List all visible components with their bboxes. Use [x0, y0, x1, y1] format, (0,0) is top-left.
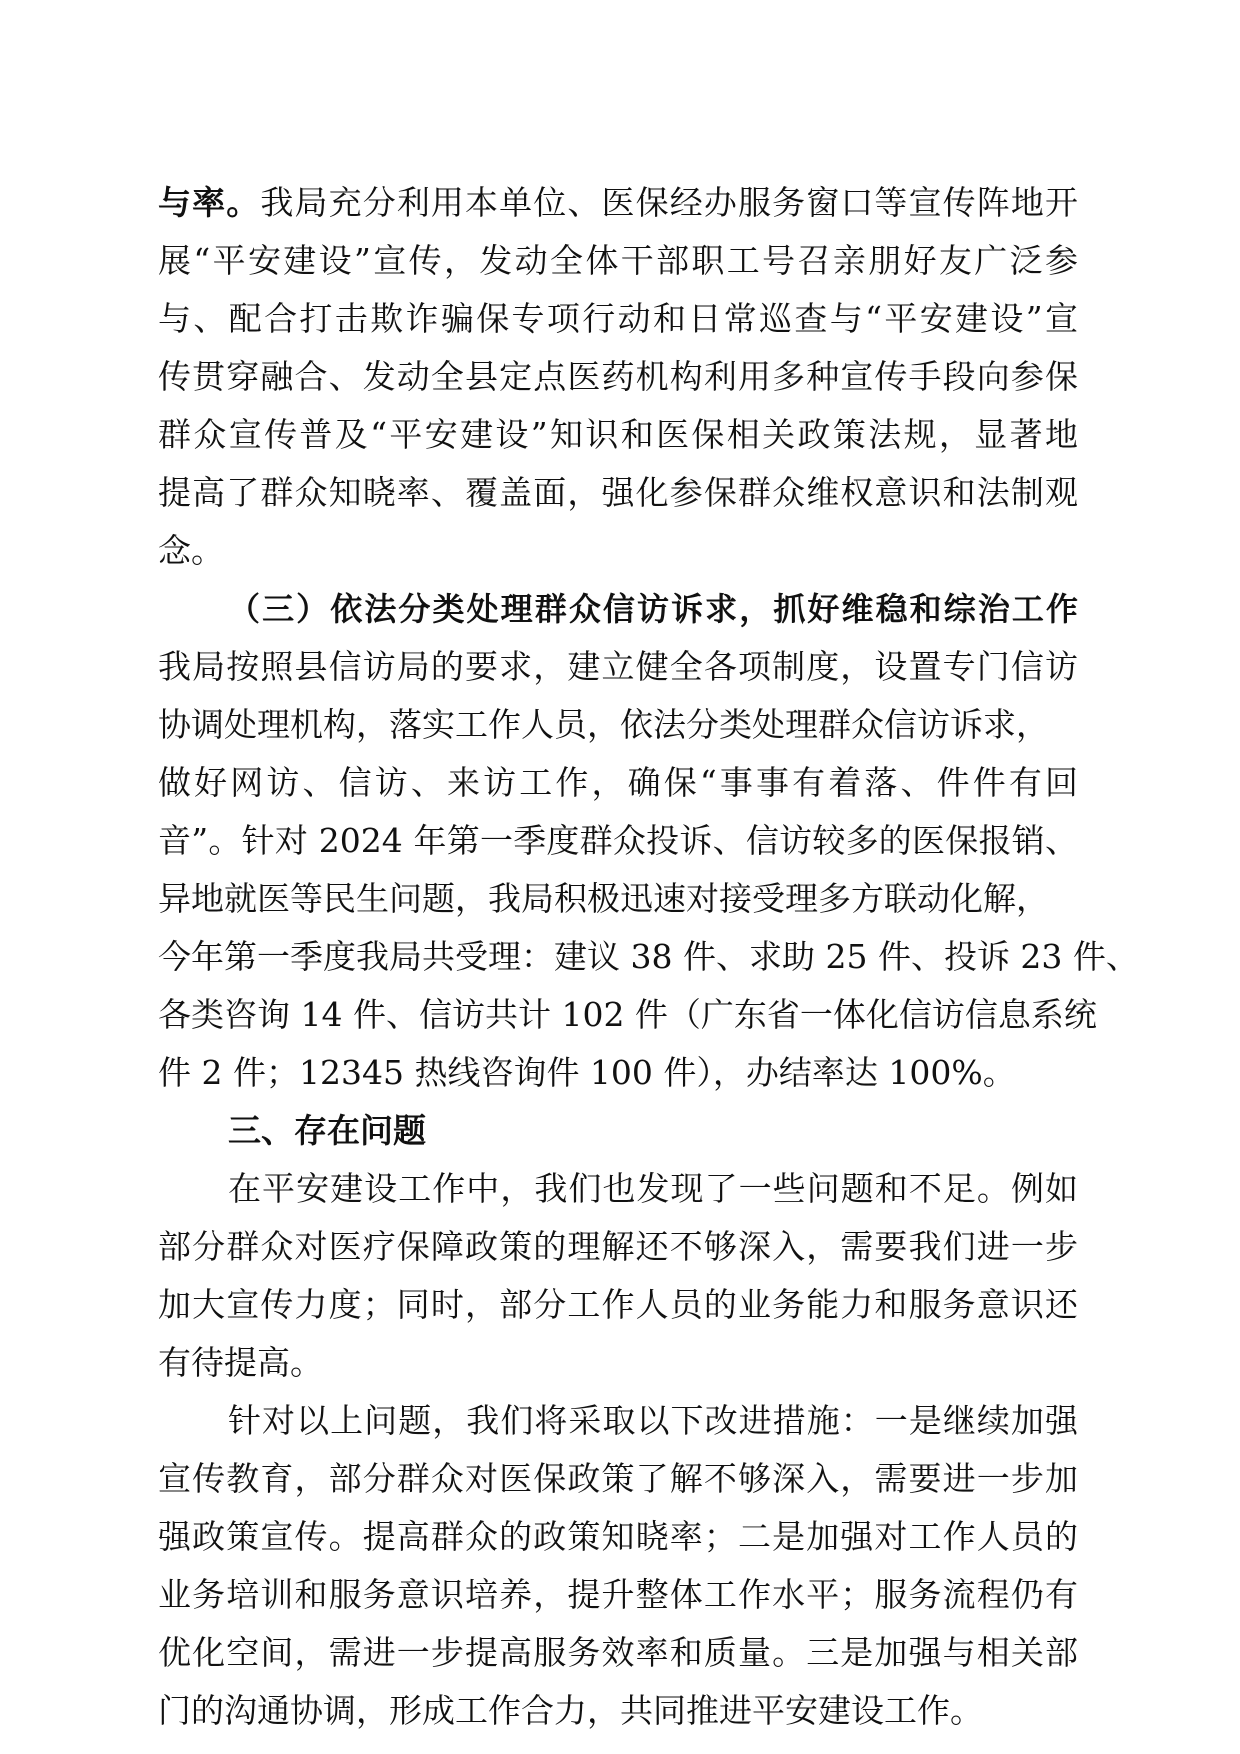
paragraph-line: 念。: [158, 531, 224, 570]
paragraph-line: 有待提高。: [158, 1343, 323, 1382]
paragraph-line: 今年第一季度我局共受理：建议 38 件、求助 25 件、投诉 23 件、: [158, 937, 1139, 976]
paragraph-line: 传贯穿融合、发动全县定点医药机构利用多种宣传手段向参保: [158, 357, 1078, 396]
paragraph-line: 各类咨询 14 件、信访共计 102 件（广东省一体化信访信息系统: [158, 995, 1097, 1034]
paragraph-line: 针对以上问题，我们将采取以下改进措施：一是继续加强: [228, 1401, 1078, 1440]
paragraph-line: 音”。针对 2024 年第一季度群众投诉、信访较多的医保报销、: [158, 821, 1078, 860]
paragraph-line: 件 2 件；12345 热线咨询件 100 件），办结率达 100%。: [158, 1053, 1016, 1092]
paragraph-line: 做好网访、信访、来访工作，确保“事事有着落、件件有回: [158, 763, 1078, 802]
paragraph-line: 宣传教育，部分群众对医保政策了解不够深入，需要进一步加: [158, 1459, 1078, 1498]
paragraph-line: 在平安建设工作中，我们也发现了一些问题和不足。例如: [228, 1169, 1078, 1208]
paragraph-line: 我局按照县信访局的要求，建立健全各项制度，设置专门信访: [158, 647, 1078, 686]
section-heading-3: （三）依法分类处理群众信访诉求，抓好维稳和综治工作: [228, 590, 1078, 628]
paragraph-line: 协调处理机构，落实工作人员，依法分类处理群众信访诉求，: [158, 705, 1049, 744]
paragraph-line: 提高了群众知晓率、覆盖面，强化参保群众维权意识和法制观: [158, 473, 1078, 512]
paragraph-line: 优化空间，需进一步提高服务效率和质量。三是加强与相关部: [158, 1633, 1078, 1672]
paragraph-line: 部分群众对医疗保障政策的理解还不够深入，需要我们进一步: [158, 1227, 1078, 1266]
paragraph-line: 门的沟通协调，形成工作合力，共同推进平安建设工作。: [158, 1691, 983, 1730]
paragraph-line: 与率。我局充分利用本单位、医保经办服务窗口等宣传阵地开: [158, 183, 1079, 222]
paragraph-line: 与、配合打击欺诈骗保专项行动和日常巡查与“平安建设”宣: [158, 299, 1078, 338]
section-heading: 三、存在问题: [228, 1111, 426, 1150]
paragraph-line: 加大宣传力度；同时，部分工作人员的业务能力和服务意识还: [158, 1285, 1078, 1324]
paragraph-line: 强政策宣传。提高群众的政策知晓率；二是加强对工作人员的: [158, 1517, 1078, 1556]
bold-lead: 与率。: [158, 183, 261, 222]
paragraph-line: 业务培训和服务意识培养，提升整体工作水平；服务流程仍有: [158, 1575, 1078, 1614]
paragraph-line: 群众宣传普及“平安建设”知识和医保相关政策法规，显著地: [158, 415, 1078, 454]
paragraph-line: 异地就医等民生问题，我局积极迅速对接受理多方联动化解，: [158, 879, 1049, 918]
paragraph-line: 展“平安建设”宣传，发动全体干部职工号召亲朋好友广泛参: [158, 241, 1078, 280]
